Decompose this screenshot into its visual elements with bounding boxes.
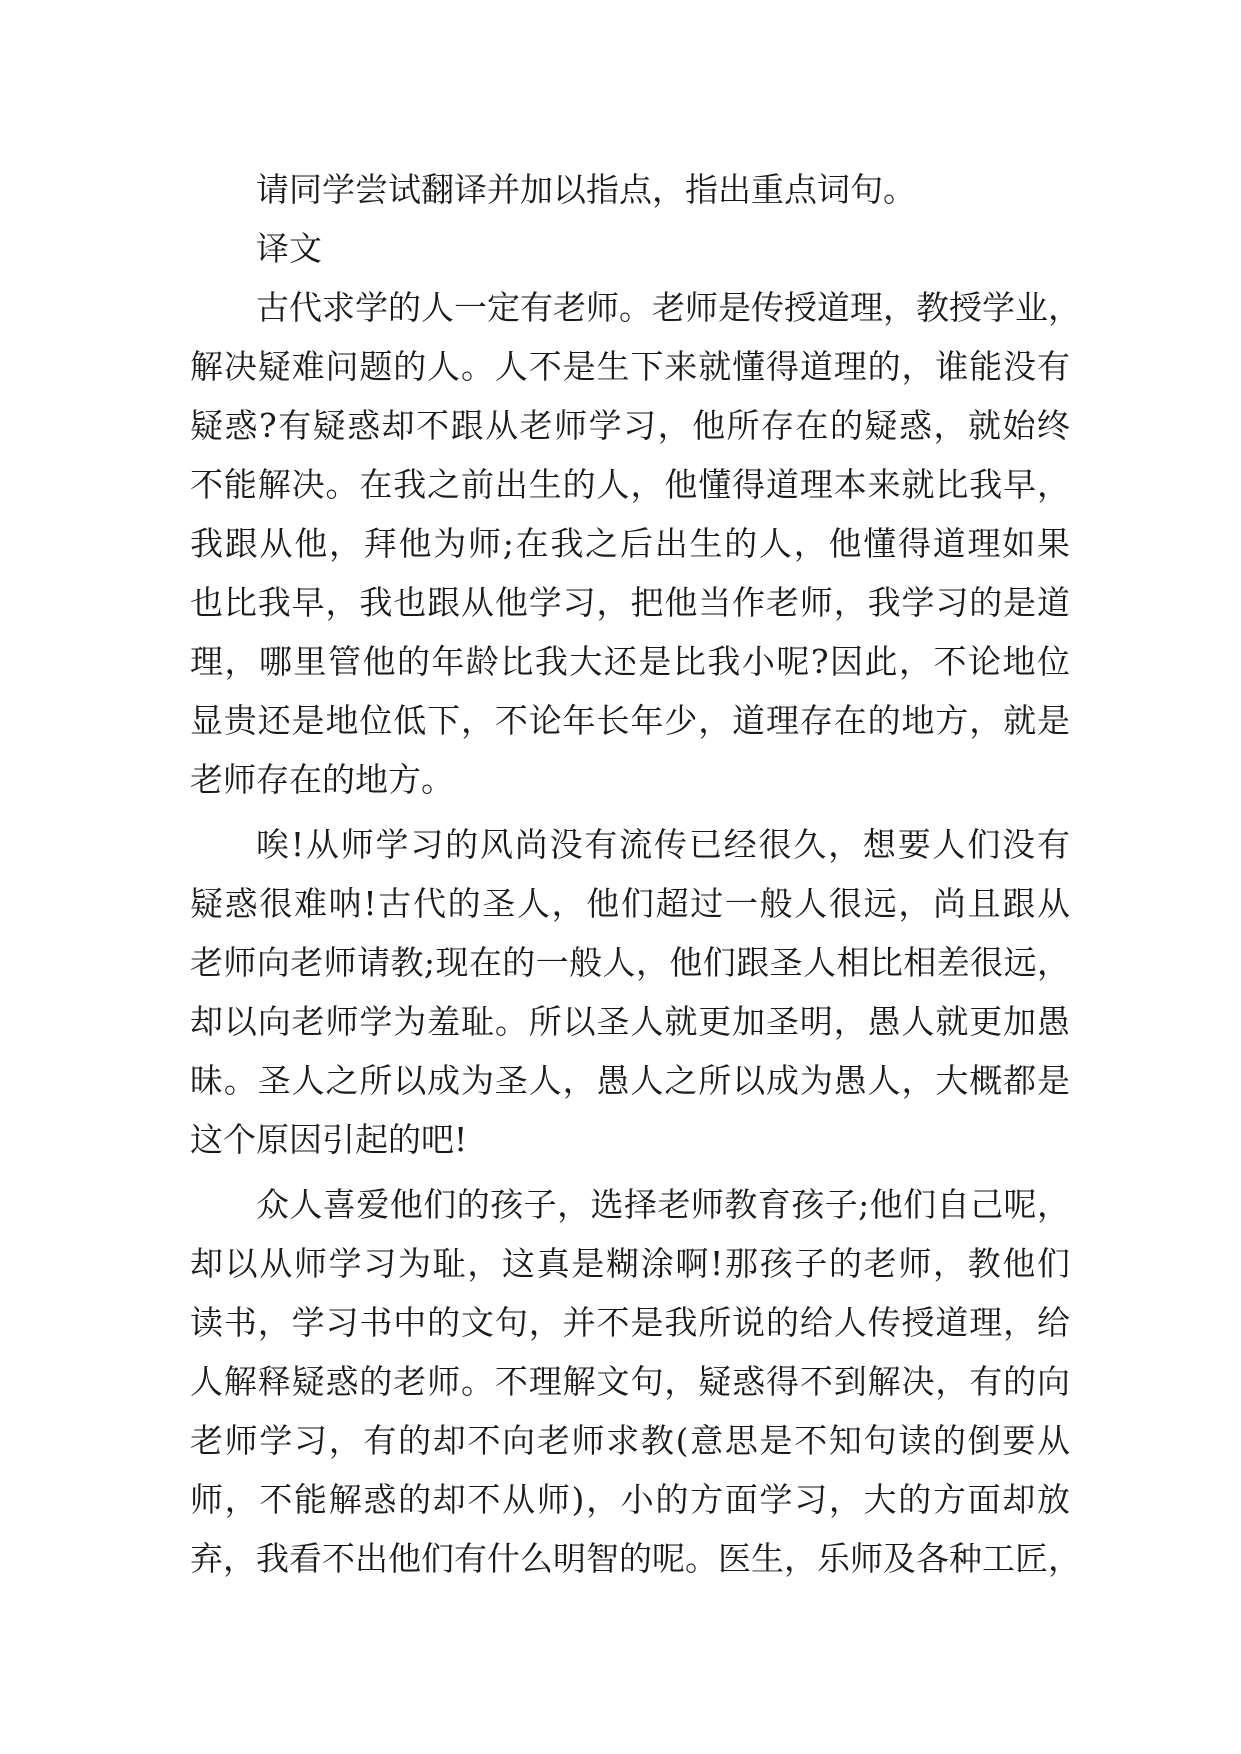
paragraph-translation-1: [190, 278, 1081, 809]
text-line: 却以向老师学为羞耻。所以圣人就更加圣明，愚人就更加愚: [190, 1002, 1070, 1041]
text-line: 理，哪里管他的年龄比我大还是比我小呢?因此，不论地位: [190, 642, 1070, 681]
text-line: 却以从师学习为耻，这真是糊涂啊!那孩子的老师，教他们: [190, 1244, 1070, 1283]
text-line: 昧。圣人之所以成为圣人，愚人之所以成为愚人，大概都是: [190, 1061, 1070, 1100]
text-line: 这个原因引起的吧!: [190, 1120, 468, 1159]
text-line: 也比我早，我也跟从他学习，把他当作老师，我学习的是道: [190, 583, 1070, 622]
text-line: 师，不能解惑的却不从师)，小的方面学习，大的方面却放: [190, 1480, 1070, 1519]
text-line: 唉!从师学习的风尚没有流传已经很久，想要人们没有: [256, 825, 1070, 864]
text-line: 显贵还是地位低下，不论年长年少，道理存在的地方，就是: [190, 701, 1070, 740]
paragraph-instruction: [190, 160, 1070, 219]
text-line: 弃，我看不出他们有什么明智的呢。医生，乐师及各种工匠，: [190, 1539, 1081, 1578]
text-line: 读书，学习书中的文句，并不是我所说的给人传授道理，给: [190, 1303, 1070, 1342]
text-line: 不能解决。在我之前出生的人，他懂得道理本来就比我早，: [190, 465, 1070, 504]
text-line: 人解释疑惑的老师。不理解文句，疑惑得不到解决，有的向: [190, 1362, 1070, 1401]
paragraph-translation-3: [190, 1175, 1081, 1588]
document-body: [190, 160, 1081, 1588]
text-line: 请同学尝试翻译并加以指点，指出重点词句。: [256, 170, 916, 209]
text-line: 解决疑难问题的人。人不是生下来就懂得道理的，谁能没有: [190, 347, 1070, 386]
text-line: 老师向老师请教;现在的一般人，他们跟圣人相比相差很远，: [190, 943, 1070, 982]
text-line: 疑惑很难呐!古代的圣人，他们超过一般人很远，尚且跟从: [190, 884, 1070, 923]
text-line: 疑惑?有疑惑却不跟从老师学习，他所存在的疑惑，就始终: [190, 406, 1070, 445]
text-line: 众人喜爱他们的孩子，选择老师教育孩子;他们自己呢，: [256, 1185, 1070, 1224]
section-heading: 译文: [256, 229, 322, 268]
paragraph-translation-2: [190, 815, 1070, 1169]
paragraph-heading-translation: [190, 219, 1070, 278]
text-line: 我跟从他，拜他为师;在我之后出生的人，他懂得道理如果: [190, 524, 1070, 563]
text-line: 老师存在的地方。: [190, 760, 454, 799]
text-line: 老师学习，有的却不向老师求教(意思是不知句读的倒要从: [190, 1421, 1070, 1460]
text-line: 古代求学的人一定有老师。老师是传授道理，教授学业，: [256, 288, 1081, 327]
